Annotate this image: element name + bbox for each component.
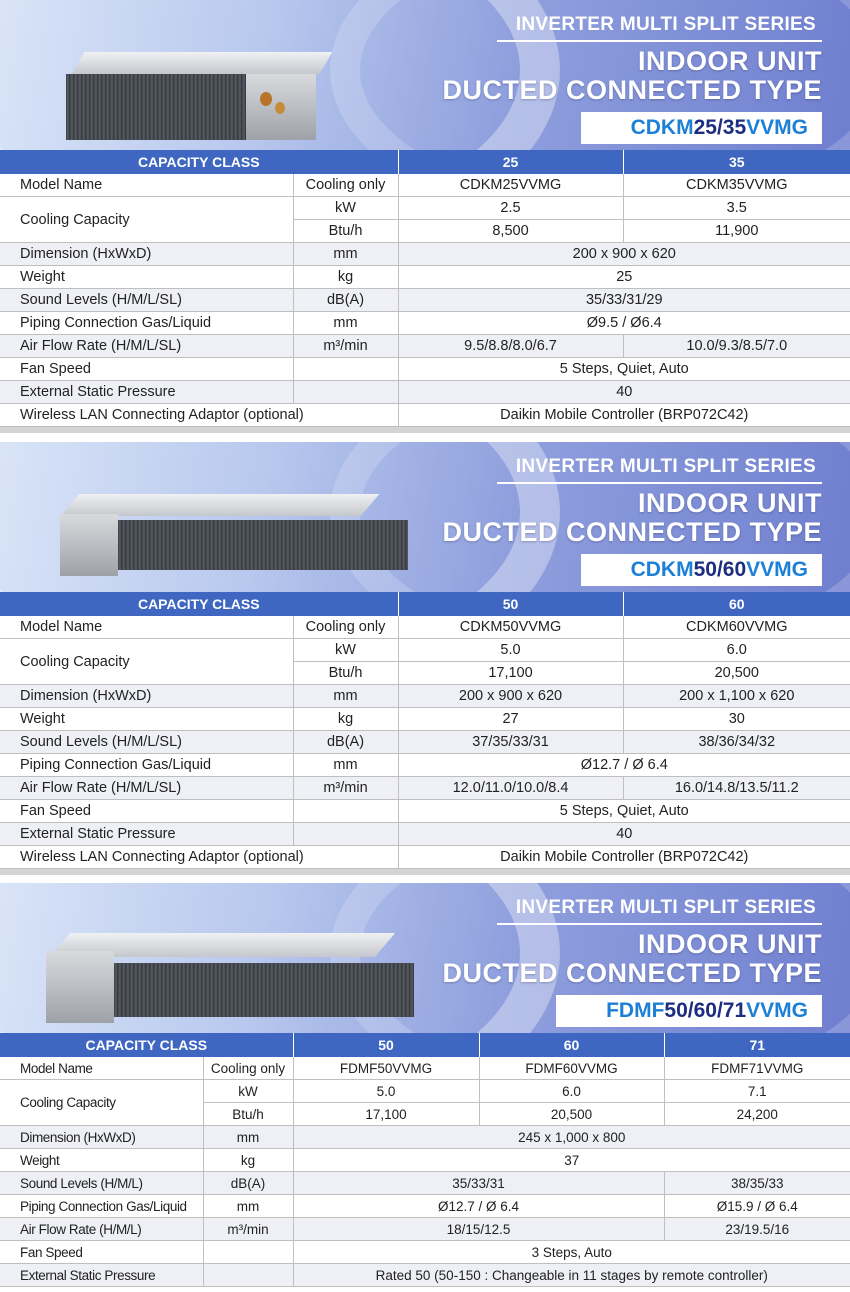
- ducted-unit-image: [40, 933, 385, 1031]
- separator: [0, 427, 850, 433]
- title-line-2: DUCTED CONNECTED TYPE: [442, 517, 822, 547]
- col-header: 71: [664, 1033, 850, 1057]
- ducted-unit-image: [60, 52, 330, 150]
- title-line-2: DUCTED CONNECTED TYPE: [442, 75, 822, 105]
- title-line-1: INDOOR UNIT: [638, 929, 822, 959]
- ducted-unit-image: [50, 494, 370, 584]
- model-code: CDKM50/60VVMG: [581, 554, 822, 586]
- table-row: Cooling Capacity kW 2.5 3.5: [0, 197, 850, 220]
- col-header: 25: [398, 150, 623, 174]
- spec-table: [0, 592, 850, 869]
- table-row: External Static Pressure 40: [0, 381, 850, 404]
- table-row: Btu/h 17,100 20,500: [0, 662, 850, 685]
- divider: [497, 40, 822, 42]
- table-row: Air Flow Rate (H/M/L) m³/min 18/15/12.5 23/19.5/16: [0, 1218, 850, 1241]
- table-row: Air Flow Rate (H/M/L/SL) m³/min 12.0/11.0/10.0/8.4 16.0/14.8/13.5/11.2: [0, 777, 850, 800]
- spec-table: [0, 1033, 850, 1287]
- table-row: Air Flow Rate (H/M/L/SL) m³/min 9.5/8.8/8.0/6.7 10.0/9.3/8.5/7.0: [0, 335, 850, 358]
- table-row: Piping Connection Gas/Liquid mm Ø9.5 / Ø6.4: [0, 312, 850, 335]
- table-row: Cooling Capacity kW 5.0 6.0: [0, 639, 850, 662]
- col-header: 35: [623, 150, 850, 174]
- divider: [497, 923, 822, 925]
- table-row: Dimension (HxWxD) mm 200 x 900 x 620 200 x 1,100 x 620: [0, 685, 850, 708]
- table-row: External Static Pressure 40: [0, 823, 850, 846]
- section-cdkm50-60: [0, 442, 850, 875]
- section-fdmf50-60-71: [0, 883, 850, 1287]
- table-row: Sound Levels (H/M/L) dB(A) 35/33/31 38/35/33: [0, 1172, 850, 1195]
- series-label: INVERTER MULTI SPLIT SERIES: [515, 14, 816, 35]
- table-row: Model Name Cooling only CDKM25VVMG CDKM35VVMG: [0, 174, 850, 197]
- table-row: Sound Levels (H/M/L/SL) dB(A) 37/35/33/31 38/36/34/32: [0, 731, 850, 754]
- table-row: Weight kg 27 30: [0, 708, 850, 731]
- divider: [497, 482, 822, 484]
- table-row: Fan Speed 5 Steps, Quiet, Auto: [0, 358, 850, 381]
- table-header: [0, 150, 850, 174]
- capacity-class-header: CAPACITY CLASS: [0, 1033, 293, 1057]
- col-header: 50: [293, 1033, 479, 1057]
- col-header: 60: [623, 592, 850, 616]
- table-row: Weight kg 37: [0, 1149, 850, 1172]
- title-line-1: INDOOR UNIT: [638, 46, 822, 76]
- table-row: Fan Speed 3 Steps, Auto: [0, 1241, 850, 1264]
- title-line-2: DUCTED CONNECTED TYPE: [442, 958, 822, 988]
- spec-table: [0, 150, 850, 427]
- series-label: INVERTER MULTI SPLIT SERIES: [515, 456, 816, 477]
- model-code: CDKM25/35VVMG: [581, 112, 822, 144]
- table-row: Dimension (HxWxD) mm 245 x 1,000 x 800: [0, 1126, 850, 1149]
- title-line-1: INDOOR UNIT: [638, 488, 822, 518]
- banner: [0, 883, 850, 1033]
- table-row: Dimension (HxWxD) mm 200 x 900 x 620: [0, 243, 850, 266]
- series-label: INVERTER MULTI SPLIT SERIES: [515, 897, 816, 918]
- table-row: Sound Levels (H/M/L/SL) dB(A) 35/33/31/29: [0, 289, 850, 312]
- col-header: 50: [398, 592, 623, 616]
- banner: [0, 442, 850, 592]
- table-row: Weight kg 25: [0, 266, 850, 289]
- table-row: Wireless LAN Connecting Adaptor (optional) Daikin Mobile Controller (BRP072C42): [0, 404, 850, 427]
- table-row: Model Name Cooling only FDMF50VVMG FDMF60VVMG FDMF71VVMG: [0, 1057, 850, 1080]
- section-cdkm25-35: [0, 0, 850, 433]
- capacity-class-header: CAPACITY CLASS: [0, 592, 398, 616]
- table-row: Piping Connection Gas/Liquid mm Ø12.7 / Ø 6.4: [0, 754, 850, 777]
- table-row: Fan Speed 5 Steps, Quiet, Auto: [0, 800, 850, 823]
- table-header: [0, 1033, 850, 1057]
- separator: [0, 869, 850, 875]
- table-header: [0, 592, 850, 616]
- model-code: FDMF50/60/71VVMG: [556, 995, 822, 1027]
- table-row: External Static Pressure Rated 50 (50-150 : Changeable in 11 stages by remote controller): [0, 1264, 850, 1287]
- banner: [0, 0, 850, 150]
- table-row: Wireless LAN Connecting Adaptor (optional) Daikin Mobile Controller (BRP072C42): [0, 846, 850, 869]
- table-row: Cooling Capacity kW 5.0 6.0 7.1: [0, 1080, 850, 1103]
- table-row: Btu/h 17,100 20,500 24,200: [0, 1103, 850, 1126]
- col-header: 60: [479, 1033, 664, 1057]
- table-row: Model Name Cooling only CDKM50VVMG CDKM60VVMG: [0, 616, 850, 639]
- table-row: Piping Connection Gas/Liquid mm Ø12.7 / Ø 6.4 Ø15.9 / Ø 6.4: [0, 1195, 850, 1218]
- capacity-class-header: CAPACITY CLASS: [0, 150, 398, 174]
- table-row: Btu/h 8,500 11,900: [0, 220, 850, 243]
